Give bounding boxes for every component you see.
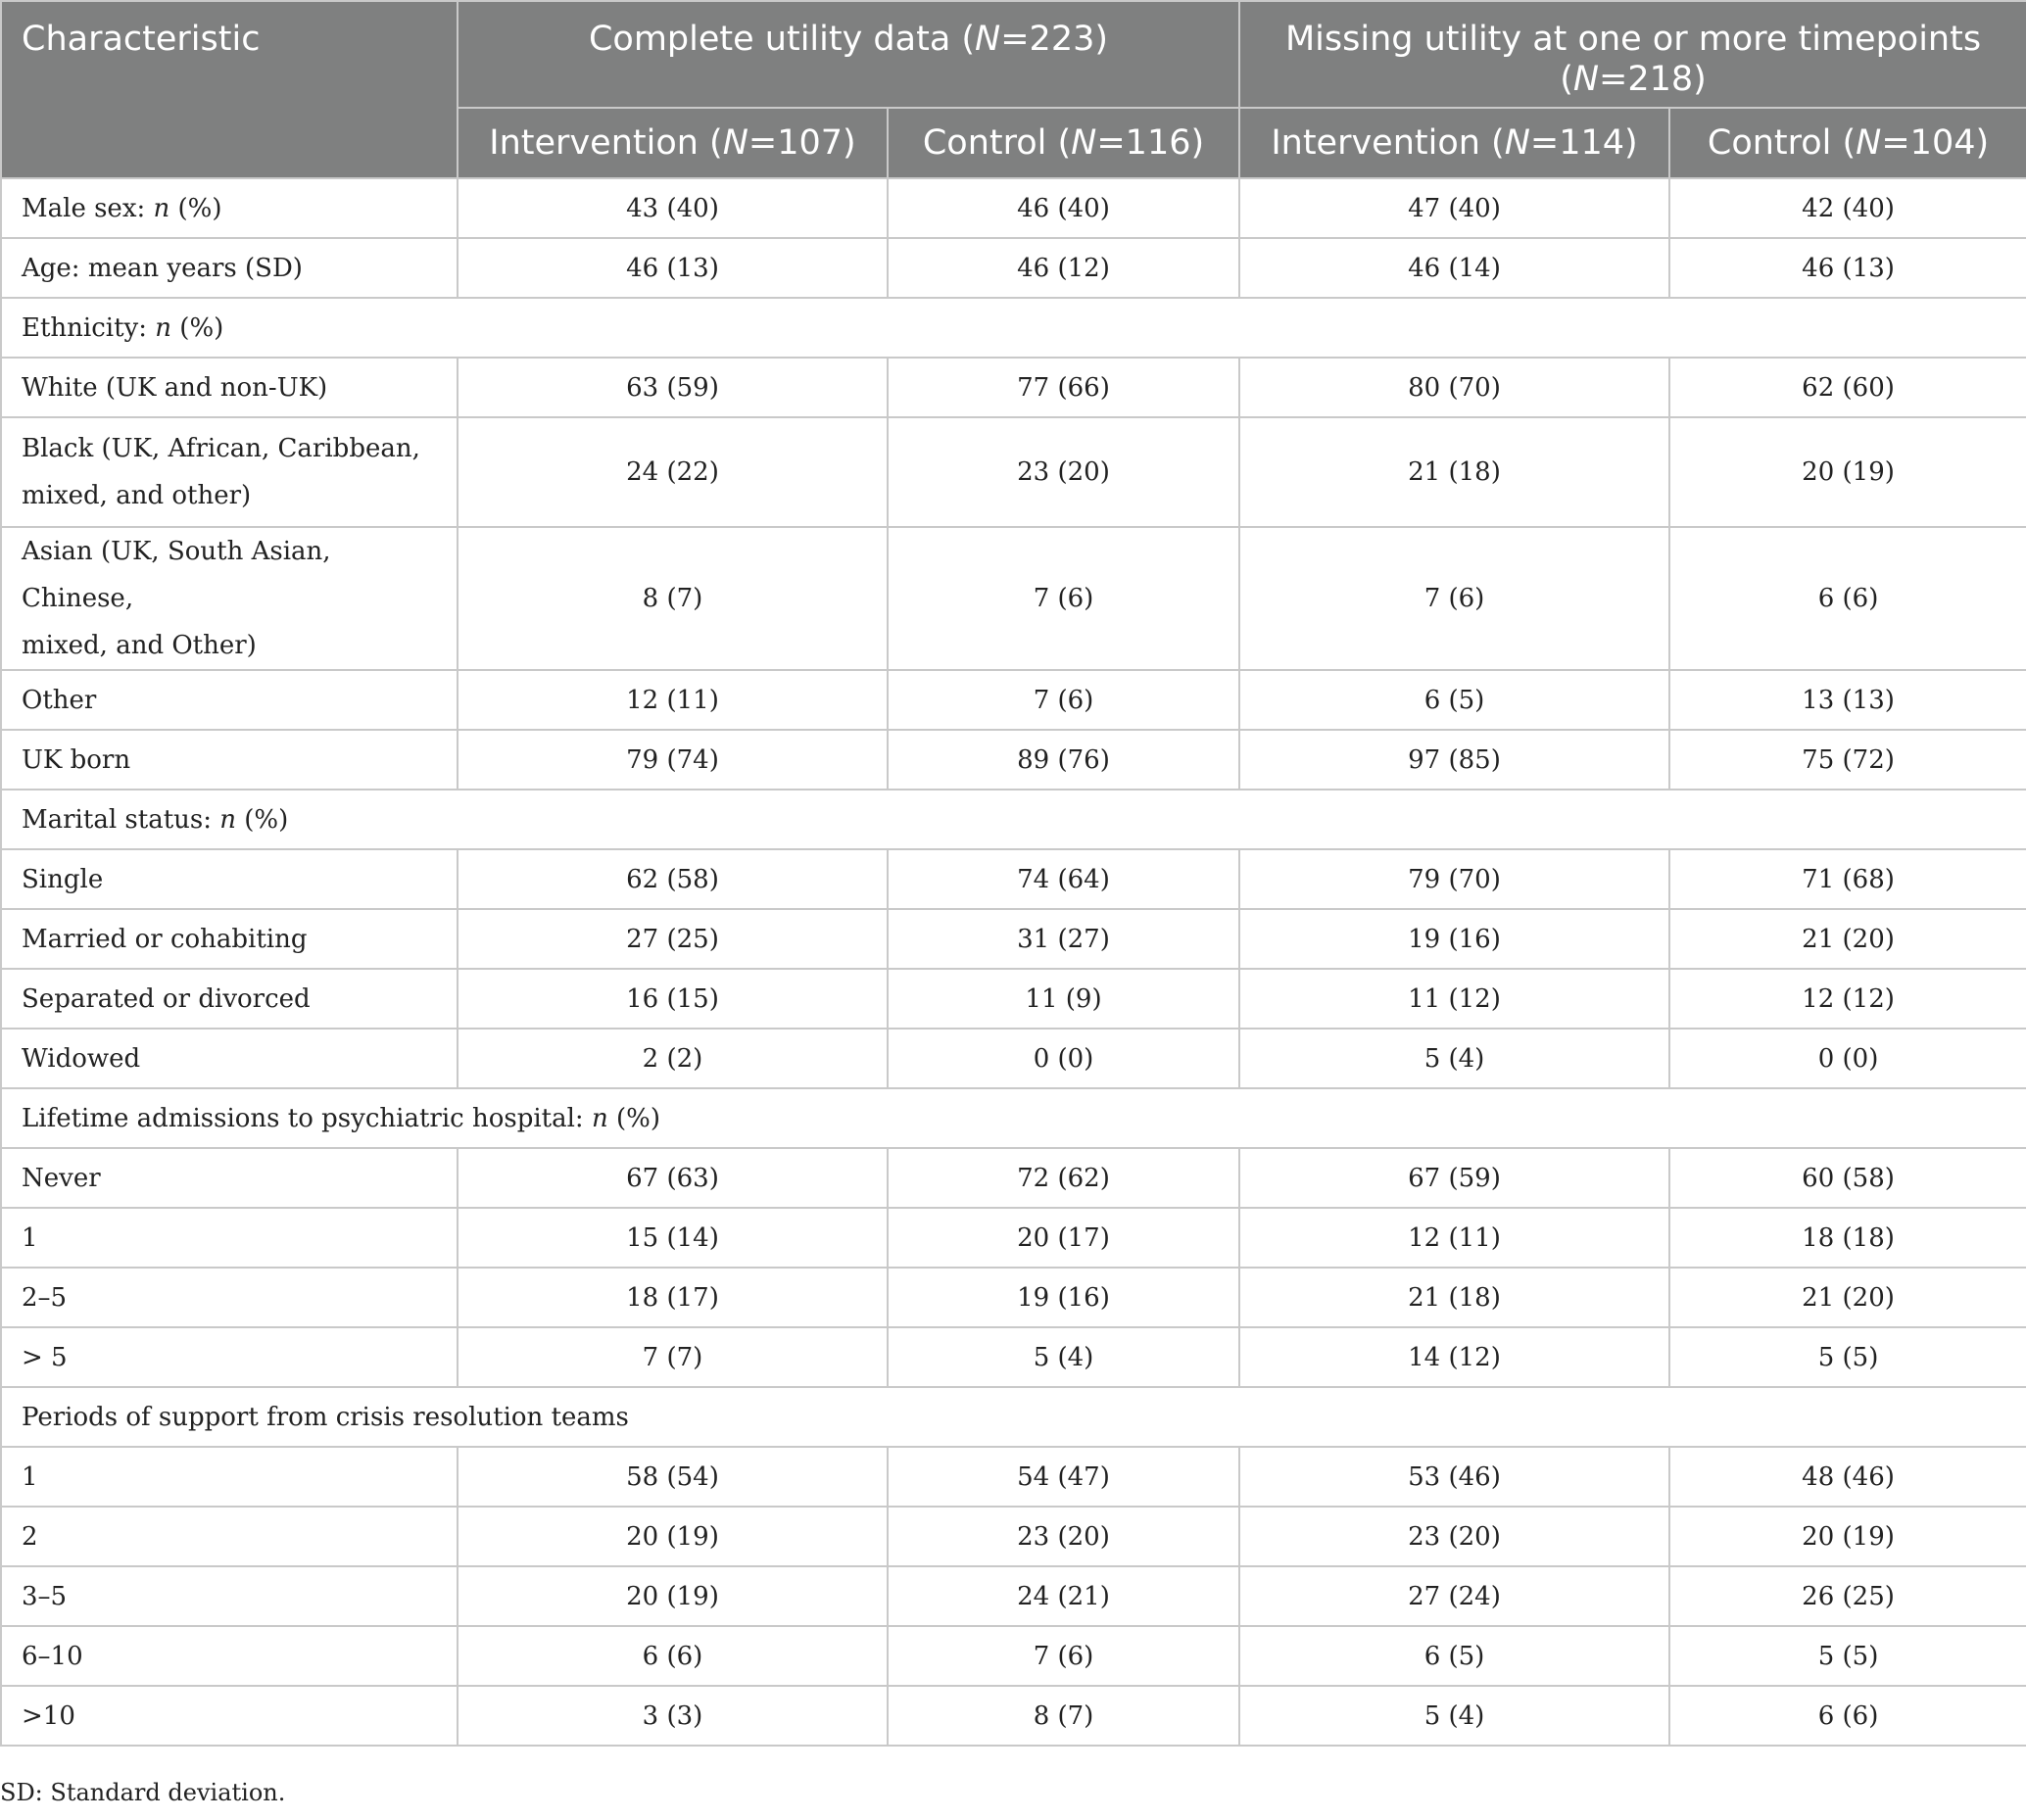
- table-cell: 18 (18): [1669, 1208, 2026, 1268]
- section-row: [1, 298, 2026, 358]
- table-row: [1, 1208, 2026, 1268]
- table-cell: 27 (25): [458, 909, 888, 969]
- row-label: Widowed: [1, 1029, 458, 1088]
- row-label: Separated or divorced: [1, 969, 458, 1029]
- table-cell: 5 (5): [1669, 1327, 2026, 1387]
- table-cell: 21 (18): [1239, 417, 1669, 527]
- table-cell: 63 (59): [458, 358, 888, 417]
- table-cell: 21 (20): [1669, 1268, 2026, 1327]
- table-cell: 6 (6): [1669, 1686, 2026, 1746]
- table-cell: 23 (20): [1239, 1507, 1669, 1566]
- table-cell: 12 (11): [458, 670, 888, 730]
- row-label: 1: [1, 1447, 458, 1507]
- table-cell: 80 (70): [1239, 358, 1669, 417]
- table-cell: 77 (66): [888, 358, 1239, 417]
- table-cell: 20 (19): [458, 1566, 888, 1626]
- row-label: White (UK and non-UK): [1, 358, 458, 417]
- table-cell: 27 (24): [1239, 1566, 1669, 1626]
- table-cell: 75 (72): [1669, 730, 2026, 790]
- table-cell: 60 (58): [1669, 1148, 2026, 1208]
- table-cell: 7 (6): [888, 670, 1239, 730]
- table-row: [1, 1327, 2026, 1387]
- table-row: [1, 1268, 2026, 1327]
- footnote: SD: Standard deviation.: [0, 1779, 286, 1806]
- row-label: Black (UK, African, Caribbean, mixed, and other): [1, 417, 458, 527]
- table-cell: 20 (19): [1669, 417, 2026, 527]
- table-cell: 8 (7): [888, 1686, 1239, 1746]
- section-heading: Lifetime admissions to psychiatric hospital: n (%): [1, 1088, 2026, 1148]
- table-cell: 79 (74): [458, 730, 888, 790]
- header-complete-intervention: Intervention (N=107): [458, 108, 888, 178]
- table-cell: 6 (6): [458, 1626, 888, 1686]
- header-missing-utility: Missing utility at one or more timepoints (N=218): [1239, 1, 2026, 108]
- table-cell: 54 (47): [888, 1447, 1239, 1507]
- table-cell: 67 (63): [458, 1148, 888, 1208]
- row-label: Other: [1, 670, 458, 730]
- table-cell: 71 (68): [1669, 849, 2026, 909]
- row-label: Never: [1, 1148, 458, 1208]
- table-cell: 48 (46): [1669, 1447, 2026, 1507]
- table-cell: 53 (46): [1239, 1447, 1669, 1507]
- row-label: Single: [1, 849, 458, 909]
- row-label: 1: [1, 1208, 458, 1268]
- table-cell: 79 (70): [1239, 849, 1669, 909]
- table-cell: 42 (40): [1669, 178, 2026, 238]
- table-row: [1, 1566, 2026, 1626]
- table-cell: 62 (58): [458, 849, 888, 909]
- table-cell: 8 (7): [458, 527, 888, 670]
- table-cell: 5 (4): [888, 1327, 1239, 1387]
- table-cell: 2 (2): [458, 1029, 888, 1088]
- section-row: [1, 1088, 2026, 1148]
- header-complete-utility: Complete utility data (N=223): [458, 1, 1239, 108]
- table-cell: 46 (40): [888, 178, 1239, 238]
- table-cell: 6 (5): [1239, 670, 1669, 730]
- section-heading: Marital status: n (%): [1, 790, 2026, 849]
- header-row-groups: [1, 1, 2026, 108]
- section-heading: Ethnicity: n (%): [1, 298, 2026, 358]
- table-row: [1, 1686, 2026, 1746]
- table-cell: 5 (4): [1239, 1686, 1669, 1746]
- table-cell: 20 (19): [1669, 1507, 2026, 1566]
- table-cell: 12 (12): [1669, 969, 2026, 1029]
- header-missing-control: Control (N=104): [1669, 108, 2026, 178]
- table-cell: 72 (62): [888, 1148, 1239, 1208]
- table-row: [1, 1626, 2026, 1686]
- table-row: [1, 238, 2026, 298]
- table-cell: 13 (13): [1669, 670, 2026, 730]
- table-cell: 31 (27): [888, 909, 1239, 969]
- section-heading: Periods of support from crisis resolution teams: [1, 1387, 2026, 1447]
- row-label: Age: mean years (SD): [1, 238, 458, 298]
- table-cell: 23 (20): [888, 417, 1239, 527]
- row-label: Male sex: n (%): [1, 178, 458, 238]
- table-cell: 7 (7): [458, 1327, 888, 1387]
- table-cell: 46 (12): [888, 238, 1239, 298]
- section-row: [1, 1387, 2026, 1447]
- table-cell: 67 (59): [1239, 1148, 1669, 1208]
- row-label: > 5: [1, 1327, 458, 1387]
- table-cell: 15 (14): [458, 1208, 888, 1268]
- table-cell: 46 (14): [1239, 238, 1669, 298]
- table-cell: 43 (40): [458, 178, 888, 238]
- table-cell: 5 (5): [1669, 1626, 2026, 1686]
- table-cell: 97 (85): [1239, 730, 1669, 790]
- table-cell: 47 (40): [1239, 178, 1669, 238]
- header-complete-control: Control (N=116): [888, 108, 1239, 178]
- table-cell: 58 (54): [458, 1447, 888, 1507]
- table-cell: 23 (20): [888, 1507, 1239, 1566]
- header-characteristic: Characteristic: [1, 1, 458, 178]
- header-missing-intervention: Intervention (N=114): [1239, 108, 1669, 178]
- table-row: [1, 1507, 2026, 1566]
- table-cell: 46 (13): [458, 238, 888, 298]
- table-cell: 11 (9): [888, 969, 1239, 1029]
- table-cell: 21 (18): [1239, 1268, 1669, 1327]
- table-cell: 26 (25): [1669, 1566, 2026, 1626]
- table-row: [1, 178, 2026, 238]
- table-row: [1, 909, 2026, 969]
- table-row: [1, 527, 2026, 670]
- table-cell: 3 (3): [458, 1686, 888, 1746]
- table-cell: 7 (6): [888, 527, 1239, 670]
- row-label: >10: [1, 1686, 458, 1746]
- table-row: [1, 358, 2026, 417]
- table-cell: 16 (15): [458, 969, 888, 1029]
- table-row: [1, 1029, 2026, 1088]
- table-cell: 74 (64): [888, 849, 1239, 909]
- table-cell: 12 (11): [1239, 1208, 1669, 1268]
- table-cell: 19 (16): [1239, 909, 1669, 969]
- table-cell: 7 (6): [1239, 527, 1669, 670]
- table-cell: 24 (22): [458, 417, 888, 527]
- table-cell: 18 (17): [458, 1268, 888, 1327]
- row-label: 2: [1, 1507, 458, 1566]
- table-cell: 46 (13): [1669, 238, 2026, 298]
- table-cell: 89 (76): [888, 730, 1239, 790]
- row-label: 3–5: [1, 1566, 458, 1626]
- table-cell: 20 (19): [458, 1507, 888, 1566]
- table-row: [1, 969, 2026, 1029]
- section-row: [1, 790, 2026, 849]
- table-cell: 0 (0): [1669, 1029, 2026, 1088]
- row-label: 6–10: [1, 1626, 458, 1686]
- table-row: [1, 1148, 2026, 1208]
- table-cell: 19 (16): [888, 1268, 1239, 1327]
- table-cell: 11 (12): [1239, 969, 1669, 1029]
- row-label: Married or cohabiting: [1, 909, 458, 969]
- table-cell: 14 (12): [1239, 1327, 1669, 1387]
- table-row: [1, 417, 2026, 527]
- table-cell: 20 (17): [888, 1208, 1239, 1268]
- table-row: [1, 730, 2026, 790]
- row-label: Asian (UK, South Asian, Chinese, mixed, and Other): [1, 527, 458, 670]
- table-row: [1, 849, 2026, 909]
- table-cell: 0 (0): [888, 1029, 1239, 1088]
- table-row: [1, 670, 2026, 730]
- table-cell: 62 (60): [1669, 358, 2026, 417]
- table-cell: 24 (21): [888, 1566, 1239, 1626]
- table-row: [1, 1447, 2026, 1507]
- table-body: [1, 178, 2026, 1746]
- table-cell: 7 (6): [888, 1626, 1239, 1686]
- table-cell: 21 (20): [1669, 909, 2026, 969]
- table-cell: 5 (4): [1239, 1029, 1669, 1088]
- table-cell: 6 (6): [1669, 527, 2026, 670]
- row-label: UK born: [1, 730, 458, 790]
- table-cell: 6 (5): [1239, 1626, 1669, 1686]
- row-label: 2–5: [1, 1268, 458, 1327]
